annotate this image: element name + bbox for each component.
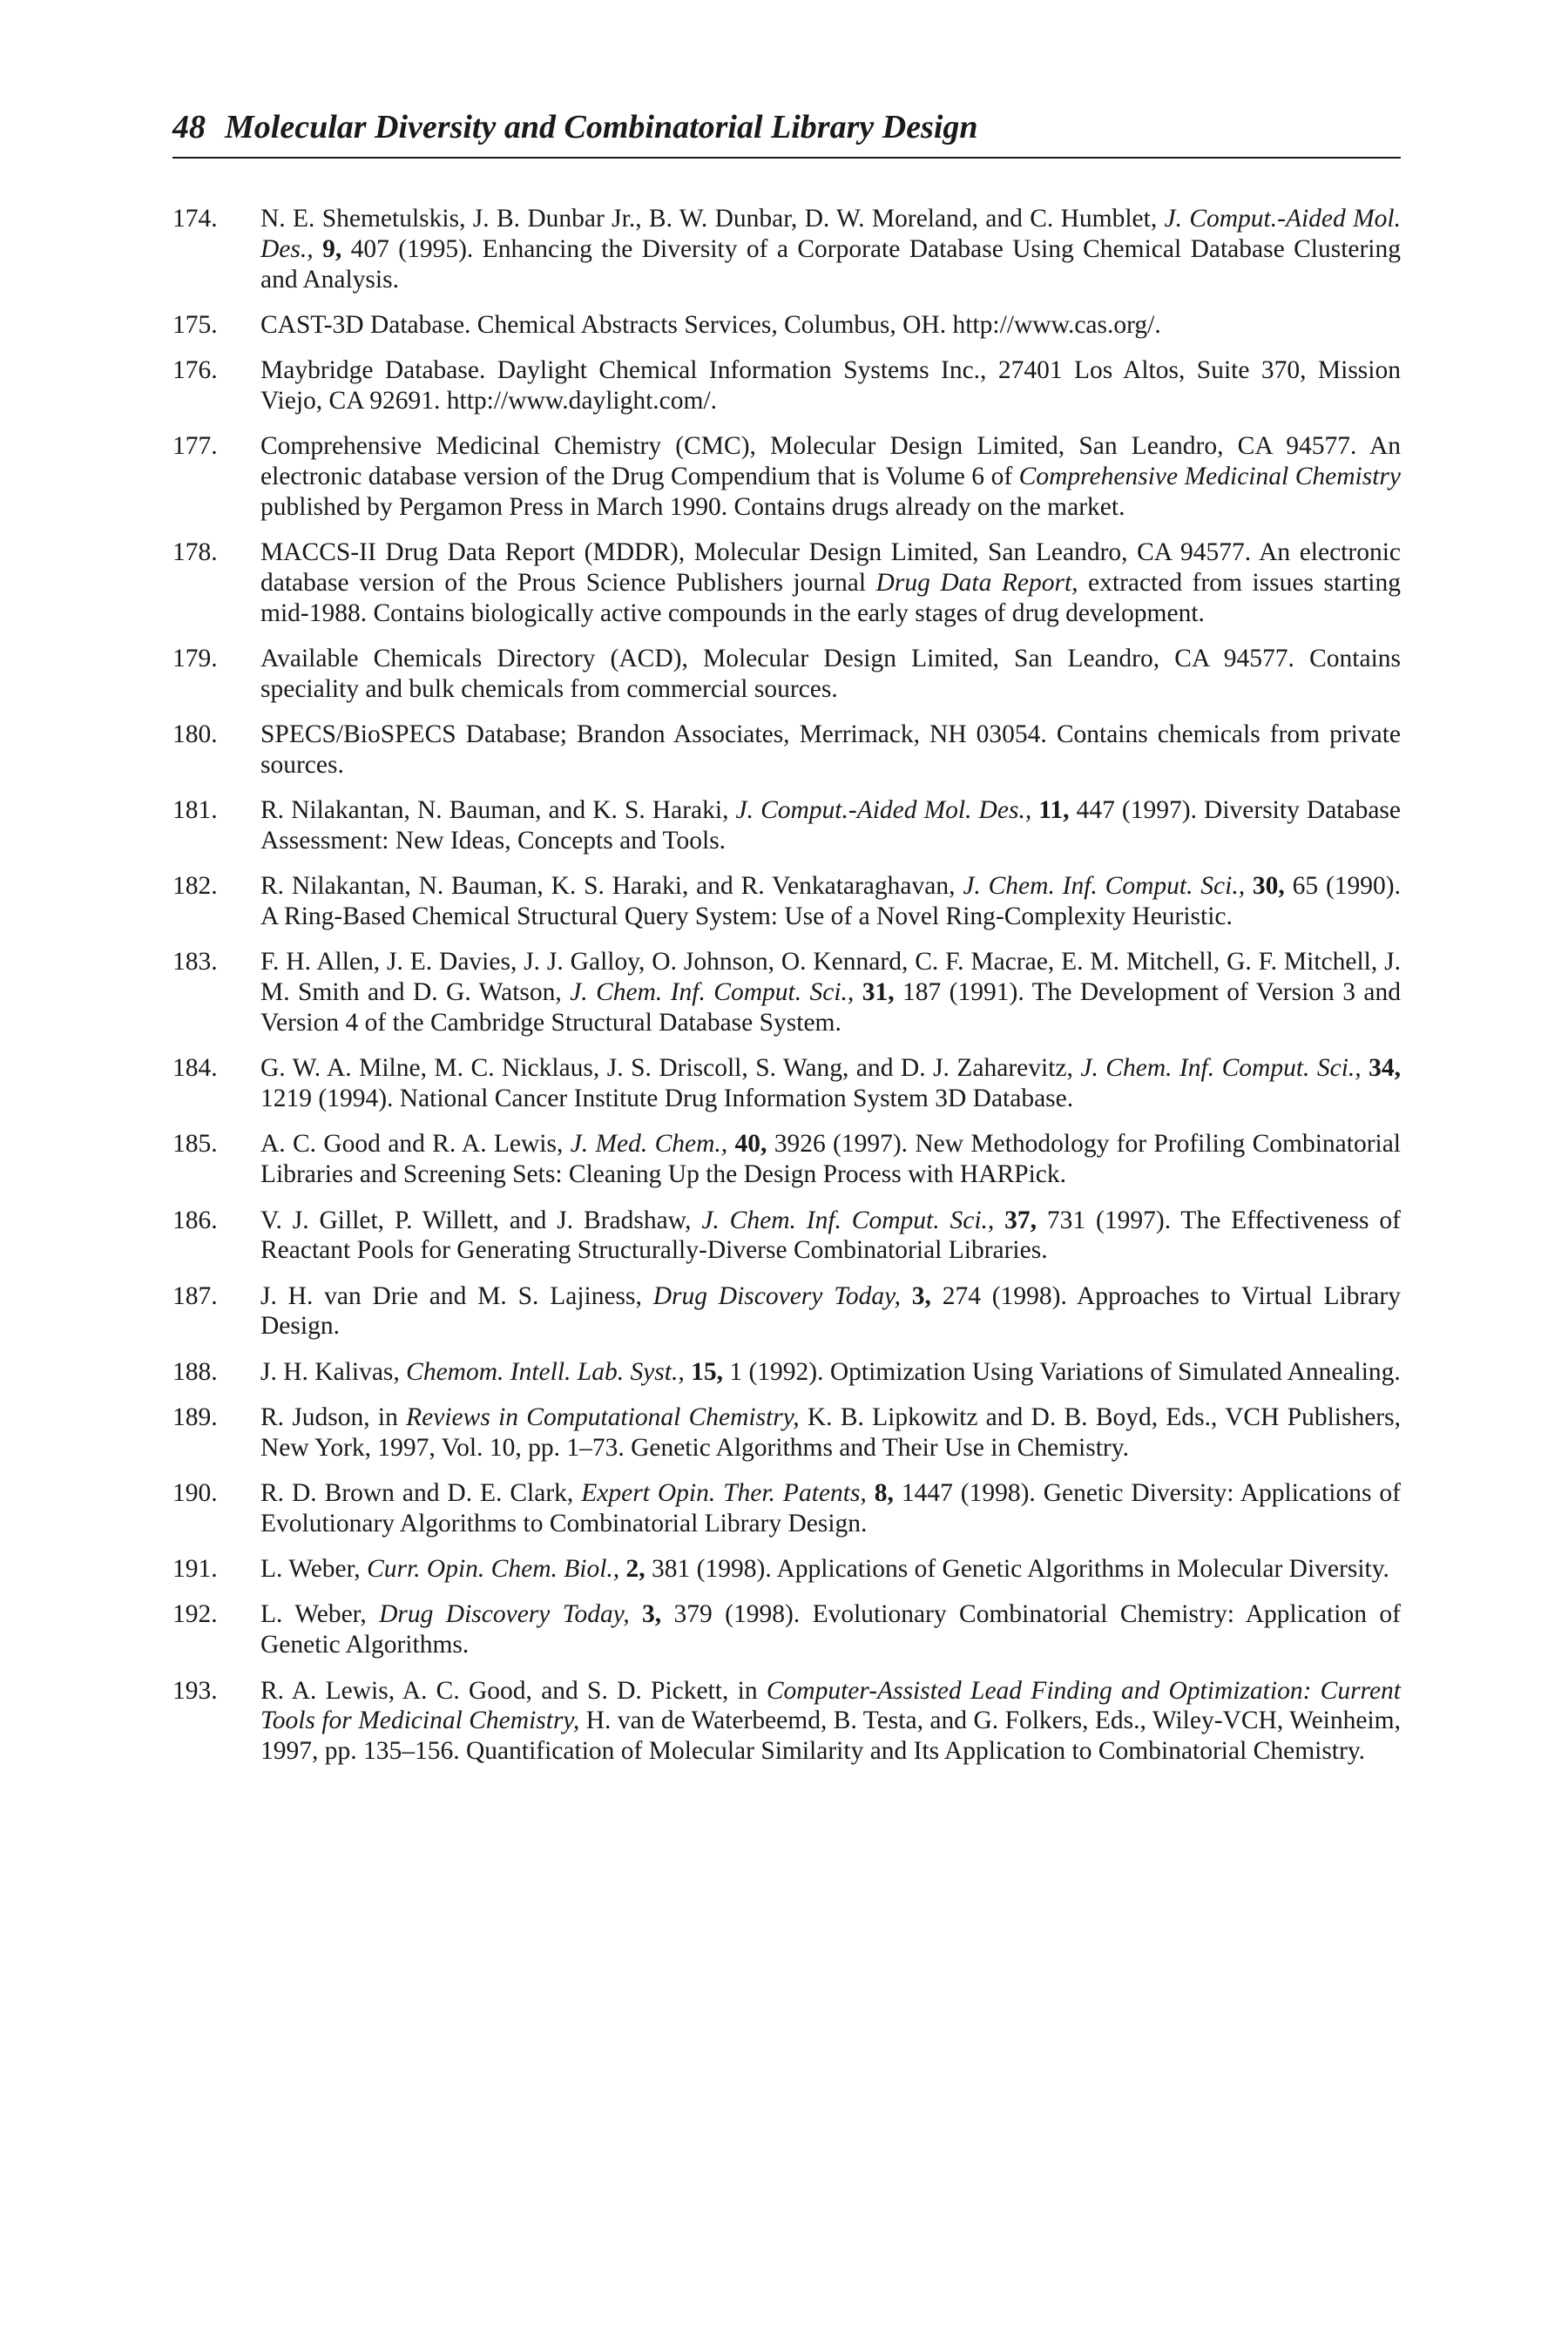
- reference-item: [172, 1402, 1401, 1463]
- reference-segment: MACCS-II Drug Data Report (MDDR), Molecular Design Limited, San Leandro, CA 94577. An electronic database version of the Prous Science Publishers journal: [260, 538, 1401, 597]
- reference-segment: 731 (1997). The Effectiveness of Reactant Pools for Generating Structurally-Diverse Combinatorial Libraries.: [260, 1206, 1401, 1265]
- reference-item: [172, 1599, 1401, 1660]
- reference-text: [260, 1479, 1401, 1538]
- reference-segment: K. B. Lipkowitz and D. B. Boyd, Eds., VCH Publishers, New York, 1997, Vol. 10, pp. 1–73. Genetic Algorithms and Their Use in Chemistry.: [260, 1403, 1401, 1462]
- reference-number: 185.: [172, 1130, 218, 1159]
- reference-volume: 3,: [641, 1600, 662, 1629]
- running-header: [172, 105, 1401, 159]
- reference-segment: [685, 1358, 691, 1386]
- reference-segment: Available Chemicals Directory (ACD), Molecular Design Limited, San Leandro, CA 94577. Contains speciality and bulk chemicals from commercial sources.: [260, 645, 1401, 703]
- reference-segment: 3926 (1997). New Methodology for Profiling Combinatorial Libraries and Screening Sets: Cleaning Up the Design Process with HARPick.: [260, 1130, 1402, 1189]
- reference-segment: 65 (1990). A Ring-Based Chemical Structural Query System: Use of a Novel Ring-Complexity Heuristic.: [260, 872, 1401, 931]
- reference-item: [172, 1554, 1401, 1585]
- reference-italic-segment: Curr. Opin. Chem. Biol.,: [367, 1555, 620, 1584]
- reference-segment: [1362, 1054, 1369, 1082]
- reference-number: 186.: [172, 1206, 218, 1234]
- reference-segment: J. H. Kalivas,: [260, 1357, 407, 1386]
- reference-text: [260, 1600, 1401, 1659]
- reference-volume: 8,: [874, 1479, 894, 1508]
- reference-item: [172, 355, 1401, 416]
- reference-text: [260, 356, 1401, 415]
- reference-text: [260, 948, 1401, 1037]
- reference-segment: 407 (1995). Enhancing the Diversity of a Corporate Database Using Chemical Database Clustering and Analysis.: [260, 234, 1402, 294]
- reference-segment: extracted from issues starting mid-1988. Contains biologically active compounds in the early stages of drug development.: [260, 568, 1401, 627]
- reference-number: 178.: [172, 538, 218, 567]
- reference-item: [172, 1357, 1401, 1388]
- reference-item: [172, 537, 1401, 628]
- reference-segment: L. Weber,: [260, 1600, 380, 1629]
- reference-number: 192.: [172, 1600, 218, 1629]
- reference-italic-segment: Chemom. Intell. Lab. Syst.,: [406, 1357, 685, 1386]
- reference-segment: J. H. van Drie and M. S. Lajiness,: [260, 1281, 653, 1310]
- reference-volume: 2,: [625, 1555, 645, 1584]
- reference-text: [260, 1282, 1401, 1341]
- reference-italic-segment: J. Comput.-Aided Mol. Des.,: [260, 205, 1401, 263]
- reference-italic-segment: Drug Discovery Today,: [652, 1281, 901, 1310]
- reference-item: [172, 1676, 1401, 1767]
- reference-segment: N. E. Shemetulskis, J. B. Dunbar Jr., B. W. Dunbar, D. W. Moreland, and C. Humblet,: [260, 205, 1165, 233]
- reference-italic-segment: J. Chem. Inf. Comput. Sci.,: [570, 978, 855, 1007]
- reference-item: [172, 1129, 1401, 1190]
- reference-segment: 1219 (1994). National Cancer Institute Drug Information System 3D Database.: [260, 1085, 1074, 1113]
- reference-number: 183.: [172, 948, 218, 977]
- reference-volume: 40,: [734, 1130, 767, 1159]
- reference-number: 188.: [172, 1357, 218, 1386]
- reference-italic-segment: J. Chem. Inf. Comput. Sci.,: [701, 1206, 995, 1234]
- reference-number: 181.: [172, 796, 218, 825]
- reference-text: [260, 645, 1401, 703]
- reference-segment: [854, 978, 862, 1006]
- reference-volume: 3,: [911, 1281, 931, 1310]
- reference-text: [260, 432, 1401, 521]
- reference-segment: G. W. A. Milne, M. C. Nicklaus, J. S. Driscoll, S. Wang, and D. J. Zaharevitz,: [260, 1054, 1081, 1083]
- reference-number: 177.: [172, 432, 218, 461]
- reference-italic-segment: Computer-Assisted Lead Finding and Optimization: Current Tools for Medicinal Chemistry,: [260, 1676, 1401, 1735]
- reference-segment: SPECS/BioSPECS Database; Brandon Associates, Merrimack, NH 03054. Contains chemicals from private sources.: [260, 720, 1401, 779]
- reference-segment: R. Nilakantan, N. Bauman, and K. S. Haraki,: [260, 796, 736, 825]
- reference-segment: R. D. Brown and D. E. Clark,: [260, 1479, 582, 1508]
- reference-italic-segment: Comprehensive Medicinal Chemistry: [1018, 463, 1401, 491]
- reference-text: [260, 796, 1401, 855]
- reference-segment: 1447 (1998). Genetic Diversity: Applications of Evolutionary Algorithms to Combinatorial Library Design.: [260, 1479, 1401, 1538]
- reference-list: [172, 204, 1401, 1781]
- reference-text: [260, 872, 1401, 930]
- reference-segment: V. J. Gillet, P. Willett, and J. Bradshaw,: [260, 1206, 702, 1234]
- reference-segment: Comprehensive Medicinal Chemistry (CMC), Molecular Design Limited, San Leandro, CA 94577. An electronic database version of the Drug Compendium that is Volume 6 of: [260, 432, 1401, 491]
- page-number: 48: [172, 109, 206, 145]
- reference-volume: 15,: [691, 1357, 723, 1386]
- reference-segment: 187 (1991). The Development of Version 3 and Version 4 of the Cambridge Structural Database System.: [260, 978, 1401, 1037]
- reference-item: [172, 947, 1401, 1037]
- reference-item: [172, 1206, 1401, 1267]
- reference-number: 190.: [172, 1479, 218, 1508]
- reference-volume: 31,: [862, 978, 895, 1007]
- reference-segment: [1245, 872, 1253, 900]
- reference-segment: R. A. Lewis, A. C. Good, and S. D. Pickett, in: [260, 1676, 767, 1705]
- reference-volume: 37,: [1004, 1206, 1037, 1234]
- reference-item: [172, 871, 1401, 932]
- reference-text: [260, 1677, 1401, 1766]
- running-title: Molecular Diversity and Combinatorial Library Design: [225, 109, 978, 145]
- reference-text: [260, 1358, 1401, 1386]
- reference-segment: [619, 1555, 625, 1583]
- reference-segment: [994, 1206, 1004, 1234]
- reference-segment: 274 (1998). Approaches to Virtual Library Design.: [260, 1281, 1401, 1341]
- reference-number: 180.: [172, 720, 218, 749]
- reference-text: [260, 1403, 1401, 1462]
- reference-number: 179.: [172, 645, 218, 673]
- reference-segment: H. van de Waterbeemd, B. Testa, and G. Folkers, Eds., Wiley-VCH, Weinheim, 1997, pp. 135–156. Quantification of Molecular Similarity and Its Application to Combinatorial Chemistry.: [260, 1707, 1401, 1766]
- reference-number: 187.: [172, 1281, 218, 1310]
- reference-segment: L. Weber,: [260, 1555, 368, 1584]
- reference-number: 193.: [172, 1676, 218, 1705]
- reference-segment: Maybridge Database. Daylight Chemical Information Systems Inc., 27401 Los Altos, Suite 370, Mission Viejo, CA 92691. http://www.daylight.com/.: [260, 356, 1401, 415]
- reference-text: [260, 1206, 1401, 1265]
- reference-text: [260, 538, 1401, 627]
- reference-text: [260, 1054, 1401, 1112]
- reference-italic-segment: Expert Opin. Ther. Patents,: [581, 1479, 867, 1508]
- reference-volume: 30,: [1252, 872, 1285, 901]
- reference-number: 176.: [172, 356, 218, 385]
- reference-italic-segment: Drug Discovery Today,: [379, 1600, 630, 1629]
- reference-segment: published by Pergamon Press in March 1990. Contains drugs already on the market.: [260, 492, 1125, 521]
- reference-segment: R. Judson, in: [260, 1403, 407, 1431]
- reference-volume: 11,: [1038, 796, 1070, 825]
- reference-segment: 381 (1998). Applications of Genetic Algorithms in Molecular Diversity.: [645, 1555, 1389, 1584]
- reference-item: [172, 204, 1401, 294]
- reference-text: [260, 720, 1401, 779]
- reference-segment: [867, 1479, 875, 1507]
- reference-text: [260, 205, 1401, 294]
- reference-item: [172, 431, 1401, 522]
- reference-italic-segment: Reviews in Computational Chemistry,: [406, 1403, 800, 1431]
- reference-segment: [901, 1282, 912, 1310]
- reference-segment: [314, 235, 322, 263]
- reference-segment: A. C. Good and R. A. Lewis,: [260, 1130, 571, 1159]
- reference-italic-segment: J. Comput.-Aided Mol. Des.,: [735, 796, 1032, 825]
- reference-segment: 1 (1992). Optimization Using Variations of Simulated Annealing.: [722, 1357, 1401, 1386]
- reference-text: [260, 1555, 1389, 1583]
- reference-number: 175.: [172, 310, 218, 339]
- reference-italic-segment: J. Chem. Inf. Comput. Sci.,: [963, 872, 1246, 901]
- reference-item: [172, 1281, 1401, 1342]
- reference-item: [172, 1478, 1401, 1539]
- reference-item: [172, 644, 1401, 705]
- reference-item: [172, 310, 1401, 341]
- reference-volume: 9,: [322, 234, 342, 263]
- reference-text: [260, 311, 1161, 339]
- reference-italic-segment: Drug Data Report,: [875, 568, 1078, 597]
- reference-number: 191.: [172, 1555, 218, 1584]
- reference-item: [172, 1053, 1401, 1114]
- reference-segment: [630, 1600, 642, 1628]
- reference-number: 189.: [172, 1403, 218, 1431]
- reference-segment: CAST-3D Database. Chemical Abstracts Services, Columbus, OH. http://www.cas.org/.: [260, 310, 1161, 339]
- reference-number: 174.: [172, 205, 218, 233]
- reference-segment: [727, 1130, 734, 1158]
- reference-italic-segment: J. Med. Chem.,: [570, 1130, 728, 1159]
- reference-item: [172, 720, 1401, 781]
- reference-number: 182.: [172, 872, 218, 901]
- reference-segment: F. H. Allen, J. E. Davies, J. J. Galloy, O. Johnson, O. Kennard, C. F. Macrae, E. M. Mitchell, G. F. Mitchell, J. M. Smith and D. G. Watson,: [260, 948, 1401, 1007]
- reference-text: [260, 1130, 1401, 1188]
- reference-item: [172, 795, 1401, 856]
- reference-volume: 34,: [1369, 1054, 1402, 1083]
- reference-segment: 447 (1997). Diversity Database Assessment: New Ideas, Concepts and Tools.: [260, 796, 1402, 855]
- reference-italic-segment: J. Chem. Inf. Comput. Sci.,: [1080, 1054, 1362, 1083]
- reference-number: 184.: [172, 1054, 218, 1083]
- reference-segment: R. Nilakantan, N. Bauman, K. S. Haraki, and R. Venkataraghavan,: [260, 872, 963, 901]
- reference-segment: 379 (1998). Evolutionary Combinatorial Chemistry: Application of Genetic Algorithms.: [260, 1600, 1401, 1659]
